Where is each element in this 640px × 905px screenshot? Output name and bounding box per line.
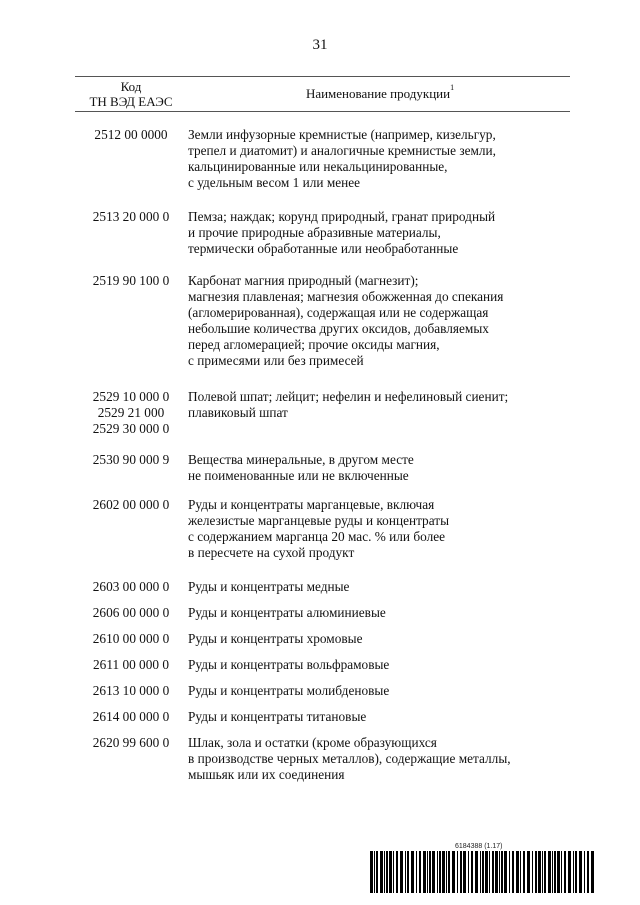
- tnved-code-line: 2603 00 000 0: [92, 579, 170, 594]
- tnved-code: [75, 127, 187, 143]
- page-number: 31: [312, 37, 328, 53]
- tnved-code: [75, 497, 187, 513]
- tnved-code: [75, 273, 187, 289]
- product-name-line: Руды и концентраты молибденовые: [188, 683, 390, 698]
- product-name-line: Руды и концентраты вольфрамовые: [188, 657, 390, 672]
- product-name-line: Полевой шпат; лейцит; нефелин и нефелиновый сиенит;: [188, 389, 509, 404]
- product-name-line: не поименованные или не включенные: [188, 468, 409, 483]
- footnote-marker: 1: [450, 83, 455, 92]
- tnved-code: [75, 579, 187, 595]
- product-name: [188, 389, 570, 421]
- product-name-line: мышьяк или их соединения: [188, 767, 345, 782]
- product-name-line: Руды и концентраты алюминиевые: [188, 605, 386, 620]
- table-top-rule: [75, 76, 570, 77]
- barcode-image: [370, 851, 596, 893]
- product-name: [188, 631, 570, 647]
- product-name-line: Шлак, зола и остатки (кроме образующихся: [188, 735, 437, 750]
- product-name-line: Руды и концентраты хромовые: [188, 631, 363, 646]
- product-name-line: с содержанием марганца 20 мас. % или более: [188, 529, 446, 544]
- product-name: [188, 579, 570, 595]
- product-name-line: плавиковый шпат: [188, 405, 288, 420]
- tnved-code-line: 2614 00 000 0: [92, 709, 170, 724]
- tnved-code: [75, 209, 187, 225]
- tnved-code-line: 2610 00 000 0: [92, 631, 170, 646]
- tnved-code-line: 2606 00 000 0: [92, 605, 170, 620]
- barcode-text: 6184388 (1.17): [455, 843, 503, 850]
- tnved-code: [75, 452, 187, 468]
- header-name-text: Наименование продукции: [305, 86, 451, 101]
- tnved-code-line: 2529 30 000 0: [92, 421, 170, 436]
- product-name: [188, 273, 570, 369]
- product-name: [188, 709, 570, 725]
- tnved-code: [75, 709, 187, 725]
- tnved-code-line: 2613 10 000 0: [92, 683, 170, 698]
- tnved-code-line: 2512 00 0000: [94, 127, 168, 142]
- tnved-code-line: 2519 90 100 0: [92, 273, 170, 288]
- product-name: [188, 497, 570, 561]
- header-code-line2: ТН ВЭД ЕАЭС: [89, 94, 173, 109]
- product-name: [188, 735, 570, 783]
- product-name: [188, 209, 570, 257]
- product-name-line: Пемза; наждак; корунд природный, гранат природный: [188, 209, 496, 224]
- product-name-line: (агломерированная), содержащая или не содержащая: [188, 305, 489, 320]
- product-name-line: в пересчете на сухой продукт: [188, 545, 355, 560]
- product-name: [188, 452, 570, 484]
- product-name-line: Руды и концентраты марганцевые, включая: [188, 497, 435, 512]
- header-code-line1: Код: [120, 79, 142, 94]
- product-name-line: небольшие количества других оксидов, добавляемых: [188, 321, 489, 336]
- tnved-code: [75, 735, 187, 751]
- product-name-line: железистые марганцевые руды и концентраты: [188, 513, 450, 528]
- product-name-line: кальцинированные или некальцинированные,: [188, 159, 448, 174]
- tnved-code: [75, 657, 187, 673]
- product-name-line: Карбонат магния природный (магнезит);: [188, 273, 419, 288]
- product-name-line: Руды и концентраты медные: [188, 579, 350, 594]
- product-name: [188, 127, 570, 191]
- product-name-line: с удельным весом 1 или менее: [188, 175, 361, 190]
- product-name: [188, 605, 570, 621]
- tnved-code-line: 2611 00 000 0: [93, 657, 169, 672]
- product-name: [188, 683, 570, 699]
- tnved-code-line: 2529 10 000 0: [92, 389, 170, 404]
- product-name-line: с примесями или без примесей: [188, 353, 364, 368]
- header-code: [75, 79, 187, 109]
- tnved-code: [75, 605, 187, 621]
- product-name-line: Руды и концентраты титановые: [188, 709, 367, 724]
- tnved-code-line: 2620 99 600 0: [92, 735, 170, 750]
- product-name-line: перед агломерацией; прочие оксиды магния,: [188, 337, 440, 352]
- product-name: [188, 657, 570, 673]
- product-name-line: термически обработанные или необработанные: [188, 241, 459, 256]
- tnved-code: [75, 389, 187, 437]
- tnved-code-line: 2530 90 000 9: [92, 452, 170, 467]
- tnved-code: [75, 631, 187, 647]
- product-name-line: магнезия плавленая; магнезия обожженная до спекания: [188, 289, 504, 304]
- tnved-code-line: 2513 20 000 0: [92, 209, 170, 224]
- table-header-rule: [75, 111, 570, 112]
- barcode: [370, 843, 596, 893]
- product-name-line: трепел и диатомит) и аналогичные кремнистые земли,: [188, 143, 496, 158]
- header-name: [190, 83, 570, 102]
- product-name-line: и прочие природные абразивные материалы,: [188, 225, 441, 240]
- tnved-code: [75, 683, 187, 699]
- tnved-code-line: 2602 00 000 0: [92, 497, 170, 512]
- product-name-line: Вещества минеральные, в другом месте: [188, 452, 414, 467]
- product-name-line: Земли инфузорные кремнистые (например, кизельгур,: [188, 127, 496, 142]
- product-name-line: в производстве черных металлов), содержащие металлы,: [188, 751, 511, 766]
- tnved-code-line: 2529 21 000: [97, 405, 165, 420]
